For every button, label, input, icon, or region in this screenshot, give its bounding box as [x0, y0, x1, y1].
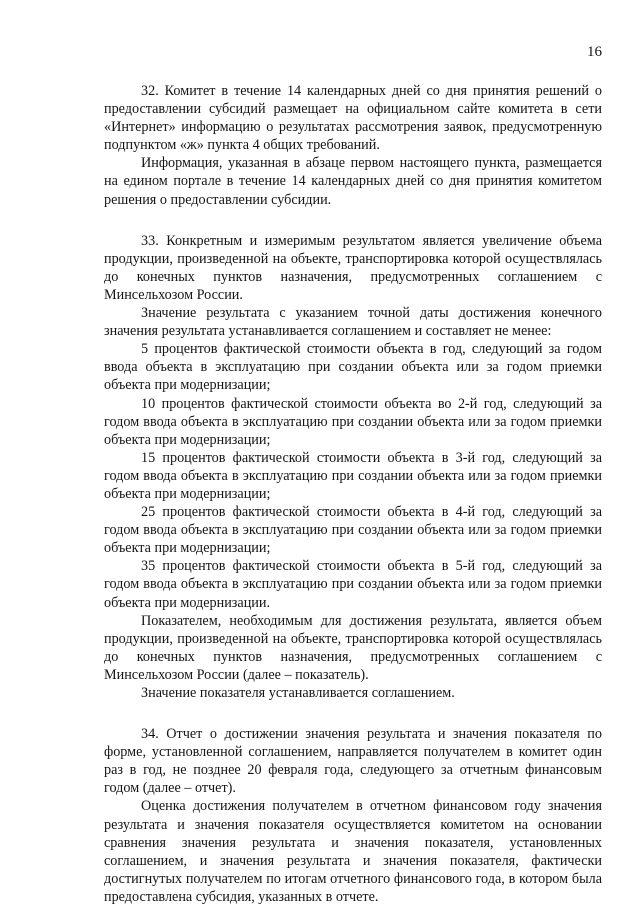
- paragraph-33-1: 33. Конкретным и измеримым результатом является увеличение объема продукции, произведенной на объекте, транспортировка которой осуществлялась до конечных пунктов назначения, предусмотренных соглашением с Минсельхозом России.: [104, 232, 602, 303]
- list-item-15-percent: 15 процентов фактической стоимости объекта в 3-й год, следующий за годом ввода объекта в эксплуатацию при создании объекта или за годом приемки объекта при модернизации;: [104, 449, 602, 502]
- document-body: [104, 82, 602, 906]
- paragraph-34-2: Оценка достижения получателем в отчетном финансовом году значения результата и значения показателя осуществляется комитетом на основании сравнения значения результата и значения показателя, установленных соглашением, и значения результата и значения показателя, фактически достигнутых получателем по итогам отчетного финансового года, в котором была предоставлена субсидия, указанных в отчете.: [104, 798, 602, 905]
- list-item-35-percent: 35 процентов фактической стоимости объекта в 5-й год, следующий за годом ввода объекта в эксплуатацию при создании объекта или за годом приемки объекта при модернизации.: [104, 558, 602, 611]
- page-number: 16: [587, 44, 602, 60]
- paragraph-33-indicator: Показателем, необходимым для достижения результата, является объем продукции, произведенной на объекте, транспортировка которой осуществлялась до конечных пунктов назначения, предусмотренных соглашением с Минсельхозом России (далее – показатель).: [104, 612, 602, 683]
- paragraph-32-2: Информация, указанная в абзаце первом настоящего пункта, размещается на едином портале в течение 14 календарных дней со дня принятия комитетом решения о предоставлении субсидии.: [104, 155, 602, 208]
- list-item-5-percent: 5 процентов фактической стоимости объекта в год, следующий за годом ввода объекта в эксплуатацию при создании объекта или за годом приемки объекта при модернизации;: [104, 341, 602, 394]
- paragraph-32-1: 32. Комитет в течение 14 календарных дней со дня принятия решений о предоставлении субсидий размещает на официальном сайте комитета в сети «Интернет» информацию о результатах рассмотрения заявок, предусмотренную подпунктом «ж» пункта 4 общих требований.: [104, 83, 602, 154]
- paragraph-33-2: Значение результата с указанием точной даты достижения конечного значения результата устанавливается соглашением и составляет не менее:: [104, 305, 602, 340]
- paragraph-33-indicator-value: Значение показателя устанавливается соглашением.: [141, 685, 455, 701]
- paragraph-34-1: 34. Отчет о достижении значения результата и значения показателя по форме, установленной соглашением, направляется получателем в комитет один раз в год, не позднее 20 февраля года, следующего за отчетным финансовым годом (далее – отчет).: [104, 726, 602, 797]
- list-item-10-percent: 10 процентов фактической стоимости объекта во 2-й год, следующий за годом ввода объекта в эксплуатацию при создании объекта или за годом приемки объекта при модернизации;: [104, 395, 602, 448]
- list-item-25-percent: 25 процентов фактической стоимости объекта в 4-й год, следующий за годом ввода объекта в эксплуатацию при создании объекта или за годом приемки объекта при модернизации;: [104, 504, 602, 557]
